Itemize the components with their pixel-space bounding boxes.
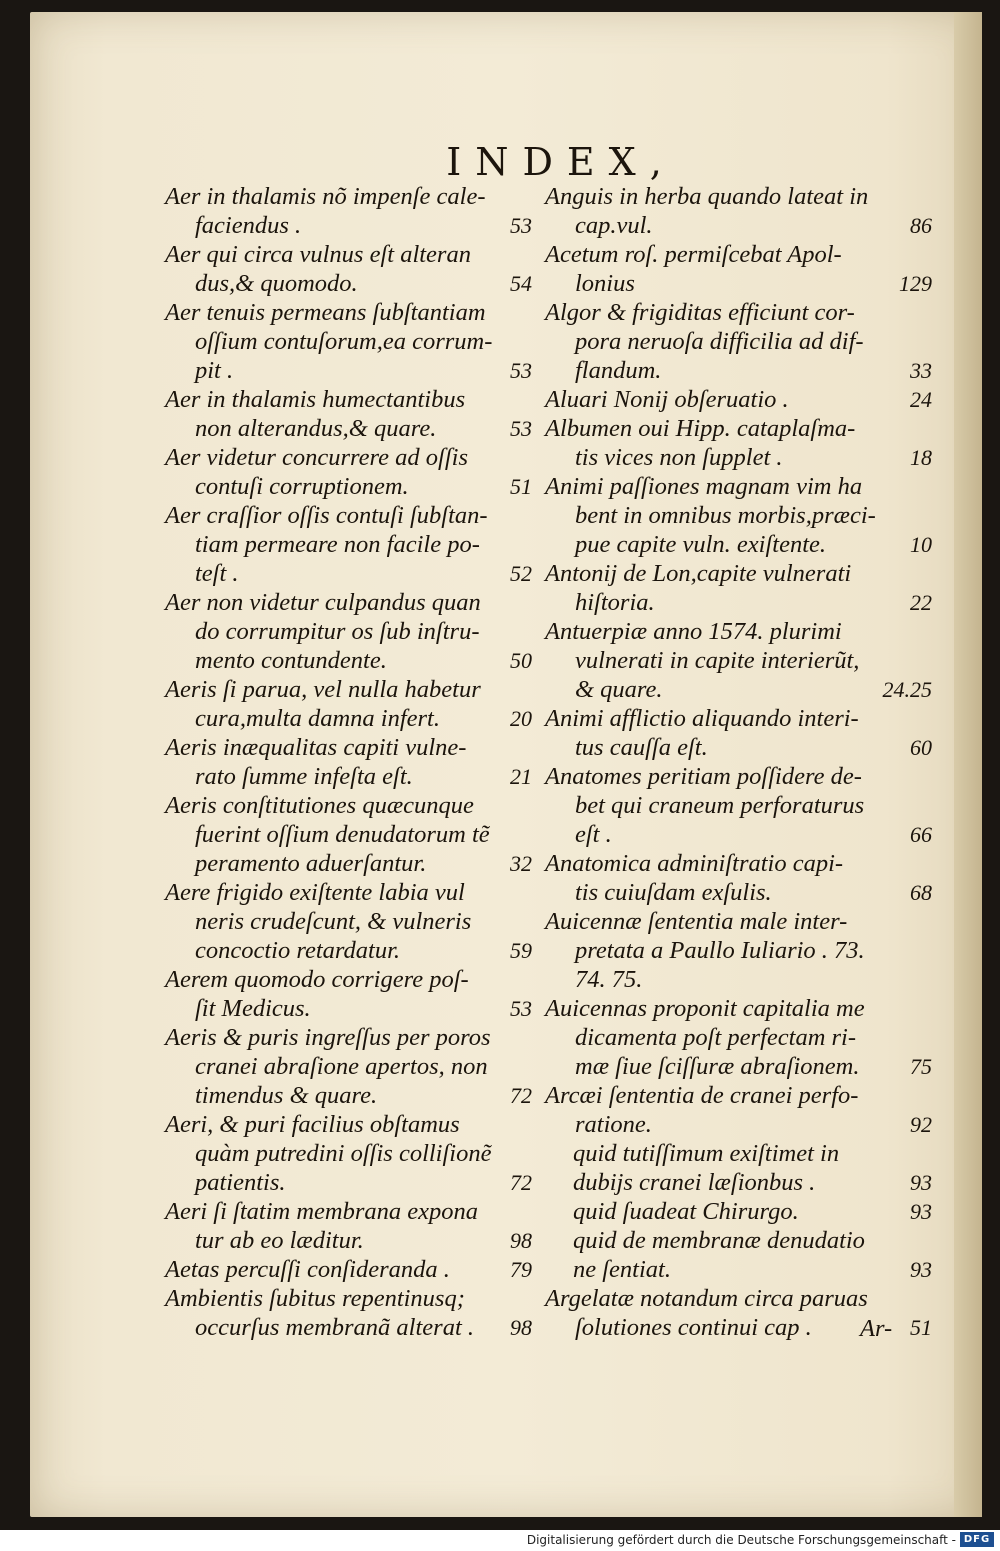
index-entry-text: & quare. [575, 676, 663, 703]
index-entry-line [165, 1226, 540, 1255]
index-entry-line [545, 762, 940, 791]
index-page-number: 54 [510, 271, 532, 296]
index-entry-line [165, 240, 540, 269]
index-entry [165, 675, 540, 733]
index-page-number: 50 [510, 648, 532, 673]
index-entry-line [545, 240, 940, 269]
index-page-number: 24 [910, 387, 932, 412]
index-entry-line [545, 878, 940, 907]
index-entry-line [545, 994, 940, 1023]
index-entry-text: neris crudeſcunt, & vulneris [195, 908, 472, 935]
index-entry-line [545, 414, 940, 443]
index-entry-line [165, 443, 540, 472]
index-entry-text: Aer tenuis permeans ſubſtantiam [165, 299, 486, 326]
index-entry-text: Aeris inæqualitas capiti vulne- [165, 734, 467, 761]
index-entry [545, 617, 940, 704]
index-page-number: 53 [510, 416, 532, 441]
index-entry-line [165, 1081, 540, 1110]
index-entry-line [165, 994, 540, 1023]
index-entry [165, 965, 540, 1023]
page-heading: INDEX, [446, 140, 676, 184]
index-page-number: 86 [910, 213, 932, 238]
index-entry-text: Auicennas proponit capitalia me [545, 995, 865, 1022]
index-entry-line [165, 1313, 540, 1342]
index-entry [545, 1139, 940, 1197]
index-entry-line [165, 733, 540, 762]
index-entry-text: quid ſuadeat Chirurgo. [573, 1198, 799, 1225]
index-entry-text: oſſium contuſorum,ea corrum- [195, 328, 493, 355]
index-entry-line [165, 269, 540, 298]
index-entry-line [165, 298, 540, 327]
index-entry-line [545, 791, 940, 820]
index-entry-line [165, 1110, 540, 1139]
index-entry-line [165, 617, 540, 646]
index-entry-line [165, 385, 540, 414]
index-entry-text: Aer craſſior oſſis contuſi ſubſtan- [165, 502, 488, 529]
index-entry-text: dubijs cranei læſionbus . [573, 1169, 816, 1196]
index-entry-line [165, 588, 540, 617]
index-entry [545, 240, 940, 298]
index-entry-line [545, 269, 940, 298]
index-entry-text: contuſi corruptionem. [195, 473, 409, 500]
index-entry-line [165, 762, 540, 791]
index-entry-text: Aetas percuſſi conſideranda . [165, 1256, 450, 1283]
index-entry-line [165, 530, 540, 559]
digitization-footer [0, 1530, 1000, 1551]
index-entry-text: Aeris ſi parua, vel nulla habetur [165, 676, 481, 703]
index-entry-line [545, 733, 940, 762]
index-entry-text: 74. 75. [575, 966, 643, 993]
index-entry [545, 472, 940, 559]
index-entry-line [545, 1052, 940, 1081]
page-edge [954, 12, 982, 1517]
index-entry-line [545, 356, 940, 385]
index-entry-text: Antuerpiæ anno 1574. plurimi [545, 618, 842, 645]
index-entry-line [545, 675, 940, 704]
index-entry-text: Aluari Nonij obſeruatio . [545, 386, 789, 413]
index-entry-text: Aer in thalamis nõ impenſe cale- [165, 183, 486, 210]
index-entry-line [545, 704, 940, 733]
index-entry-text: mento contundente. [195, 647, 387, 674]
index-entry-text: tus cauſſa eſt. [575, 734, 708, 761]
index-entry-line [545, 965, 940, 994]
index-entry-text: flandum. [575, 357, 662, 384]
index-entry-line [545, 936, 940, 965]
index-entry-line [165, 1255, 540, 1284]
index-page-number: 52 [510, 561, 532, 586]
index-entry-text: dus,& quomodo. [195, 270, 358, 297]
index-entry-line [165, 1023, 540, 1052]
index-entry-line [165, 849, 540, 878]
index-entry-text: Ambientis ſubitus repentinusq; [165, 1285, 465, 1312]
index-column-left [165, 182, 540, 1342]
index-entry-line [165, 704, 540, 733]
index-page-number: 92 [910, 1112, 932, 1137]
index-page-number: 68 [910, 880, 932, 905]
index-entry-text: Aer videtur concurrere ad oſſis [165, 444, 469, 471]
index-entry-text: quid de membranæ denudatio [573, 1227, 865, 1254]
index-entry-line [545, 530, 940, 559]
index-page-number: 33 [910, 358, 932, 383]
index-page-number: 53 [510, 213, 532, 238]
index-entry-text: occurſus membranã alterat . [195, 1314, 474, 1341]
index-entry-line [545, 1110, 940, 1139]
index-entry-text: Aer qui circa vulnus eſt alteran [165, 241, 471, 268]
index-entry-text: hiſtoria. [575, 589, 655, 616]
index-entry-text: pue capite vuln. exiſtente. [575, 531, 827, 558]
index-entry-line [165, 1168, 540, 1197]
index-entry-text: cranei abraſione apertos, non [195, 1053, 488, 1080]
index-entry [545, 907, 940, 994]
index-page-number: 72 [510, 1083, 532, 1108]
index-entry [165, 1284, 540, 1342]
index-entry-text: ratione. [575, 1111, 652, 1138]
index-page-number: 53 [510, 358, 532, 383]
index-entry-line [165, 501, 540, 530]
index-entry-line [545, 559, 940, 588]
index-entry-text: faciendus . [195, 212, 302, 239]
index-entry [165, 240, 540, 298]
index-entry [545, 385, 940, 414]
index-entry-text: timendus & quare. [195, 1082, 378, 1109]
index-entry-line [165, 356, 540, 385]
index-entry-text: patientis. [195, 1169, 286, 1196]
index-entry-line [545, 472, 940, 501]
index-entry-text: quàm putredini oſſis colliſionẽ [195, 1140, 492, 1167]
index-entry-text: peramento aduerſantur. [195, 850, 427, 877]
index-entry [545, 1226, 940, 1284]
index-entry [165, 443, 540, 501]
index-page-number: 53 [510, 996, 532, 1021]
index-entry-text: bent in omnibus morbis,præci- [575, 502, 876, 529]
index-entry [165, 182, 540, 240]
index-entry-text: pit . [195, 357, 234, 384]
index-entry [165, 1255, 540, 1284]
index-entry-line [165, 675, 540, 704]
index-page-number: 98 [510, 1315, 532, 1340]
index-entry [545, 762, 940, 849]
index-entry-text: Auicennæ ſententia male inter- [545, 908, 848, 935]
index-entry [165, 298, 540, 385]
index-entry-line [545, 907, 940, 936]
index-entry-text: Animi paſſiones magnam vim ha [545, 473, 863, 500]
index-entry-line [545, 443, 940, 472]
index-entry-text: ſit Medicus. [195, 995, 311, 1022]
index-page-number: 72 [510, 1170, 532, 1195]
index-entry-line [165, 1197, 540, 1226]
index-entry-line [545, 327, 940, 356]
index-entry-line [545, 646, 940, 675]
index-entry [165, 1110, 540, 1197]
index-entry [165, 1023, 540, 1110]
index-entry-text: rato ſumme infeſta eſt. [195, 763, 413, 790]
index-entry-line [165, 1052, 540, 1081]
index-entry-line [545, 1226, 940, 1255]
index-entry-text: concoctio retardatur. [195, 937, 401, 964]
index-entry-text: Algor & frigiditas efficiunt cor- [545, 299, 855, 326]
index-page-number: 20 [510, 706, 532, 731]
index-entry-line [165, 646, 540, 675]
index-page-number: 22 [910, 590, 932, 615]
index-page-number: 10 [910, 532, 932, 557]
index-column-right [545, 182, 940, 1342]
index-entry-text: vulnerati in capite interierũt, [575, 647, 860, 674]
index-entry [545, 994, 940, 1081]
index-page-number: 98 [510, 1228, 532, 1253]
index-page-number: 75 [910, 1054, 932, 1079]
index-entry-text: tiam permeare non facile po- [195, 531, 480, 558]
index-entry-line [545, 1284, 940, 1313]
index-entry-line [165, 965, 540, 994]
index-entry-line [545, 1168, 940, 1197]
index-entry-line [165, 820, 540, 849]
index-entry [165, 791, 540, 878]
index-page-number: 21 [510, 764, 532, 789]
index-entry-text: lonius [575, 270, 635, 297]
index-entry-text: Acetum roſ. permiſcebat Apol- [545, 241, 842, 268]
index-entry-text: ne ſentiat. [573, 1256, 671, 1283]
index-entry-text: tur ab eo læditur. [195, 1227, 364, 1254]
index-entry-text: pora neruoſa difficilia ad dif- [575, 328, 864, 355]
index-entry-text: Aeris conſtitutiones quæcunque [165, 792, 474, 819]
index-entry-text: non alterandus,& quare. [195, 415, 437, 442]
index-entry [165, 1197, 540, 1255]
index-entry [545, 414, 940, 472]
index-entry-text: Argelatæ notandum circa paruas [545, 1285, 868, 1312]
index-page-number: 51 [910, 1315, 932, 1340]
footer-credit: Digitalisierung gefördert durch die Deutsche Forschungsgemeinschaft - [526, 1533, 956, 1547]
index-entry-text: Aer non videtur culpandus quan [165, 589, 481, 616]
index-entry-line [545, 849, 940, 878]
index-entry-text: do corrumpitur os ſub inſtru- [195, 618, 480, 645]
index-entry-text: cura,multa damna infert. [195, 705, 440, 732]
index-entry-text: Aerem quomodo corrigere poſ- [165, 966, 469, 993]
index-entry-text: dicamenta poſt perfectam ri- [575, 1024, 857, 1051]
index-entry-text: bet qui craneum perforaturus [575, 792, 865, 819]
index-page-number: 60 [910, 735, 932, 760]
index-entry-text: pretata a Paullo Iuliario . 73. [575, 937, 865, 964]
index-page-number: 24.25 [882, 677, 932, 702]
index-page-number: 93 [910, 1257, 932, 1282]
index-entry [545, 1081, 940, 1139]
index-entry-line [165, 936, 540, 965]
index-entry-line [545, 298, 940, 327]
index-page-number: 51 [510, 474, 532, 499]
catchword: Ar- [860, 1315, 893, 1342]
index-entry-text: Aer in thalamis humectantibus [165, 386, 466, 413]
index-entry-text: Anguis in herba quando lateat in [545, 183, 869, 210]
index-entry-text: Anatomica adminiſtratio capi- [545, 850, 844, 877]
index-entry-text: quid tutiſſimum exiſtimet in [573, 1140, 840, 1167]
index-entry-line [165, 211, 540, 240]
index-entry-text: Anatomes peritiam poſſidere de- [545, 763, 862, 790]
index-entry-text: Albumen oui Hipp. cataplaſma- [545, 415, 856, 442]
dfg-logo: DFG [960, 1532, 994, 1547]
index-entry-line [165, 182, 540, 211]
index-entry [165, 501, 540, 588]
index-entry-line [165, 472, 540, 501]
index-entry-line [165, 327, 540, 356]
index-entry-line [545, 1023, 940, 1052]
index-entry-text: Aeri, & puri facilius obſtamus [165, 1111, 460, 1138]
index-entry-line [545, 820, 940, 849]
index-entry-text: Aere frigido exiſtente labia vul [165, 879, 465, 906]
index-entry-line [165, 1284, 540, 1313]
index-entry [545, 298, 940, 385]
index-entry-text: ſolutiones continui cap . [575, 1314, 812, 1341]
index-entry-line [545, 501, 940, 530]
index-entry-text: Aeris & puris ingreſſus per poros [165, 1024, 491, 1051]
index-entry-text: tis vices non ſupplet . [575, 444, 783, 471]
index-entry-line [165, 1139, 540, 1168]
index-entry [545, 182, 940, 240]
index-page-number: 59 [510, 938, 532, 963]
index-entry-line [545, 385, 940, 414]
index-entry [545, 559, 940, 617]
index-entry-text: Aeri ſi ſtatim membrana expona [165, 1198, 479, 1225]
index-entry [545, 704, 940, 762]
index-entry-line [165, 791, 540, 820]
index-page-number: 66 [910, 822, 932, 847]
index-entry [165, 588, 540, 675]
index-entry-line [545, 1081, 940, 1110]
index-entry-line [545, 1255, 940, 1284]
index-entry-text: cap.vul. [575, 212, 653, 239]
index-page-number: 79 [510, 1257, 532, 1282]
index-entry-line [165, 878, 540, 907]
index-page-number: 18 [910, 445, 932, 470]
index-entry [165, 733, 540, 791]
index-entry-line [165, 907, 540, 936]
index-entry [165, 385, 540, 443]
index-page-number: 32 [510, 851, 532, 876]
index-entry-line [545, 588, 940, 617]
index-entry [165, 878, 540, 965]
index-entry-text: Arcæi ſententia de cranei perfo- [545, 1082, 859, 1109]
index-entry [545, 849, 940, 907]
index-page-number: 93 [910, 1199, 932, 1224]
index-entry-line [545, 617, 940, 646]
index-entry-text: mæ ſiue ſciſſuræ abraſionem. [575, 1053, 860, 1080]
index-entry-line [545, 1197, 940, 1226]
index-entry-text: tis cuiuſdam exſulis. [575, 879, 772, 906]
index-entry-text: teſt . [195, 560, 239, 587]
index-entry-line [545, 211, 940, 240]
index-entry-line [165, 559, 540, 588]
index-entry-line [545, 182, 940, 211]
index-entry-text: Antonij de Lon,capite vulnerati [545, 560, 852, 587]
index-entry-text: Animi afflictio aliquando interi- [545, 705, 859, 732]
index-page-number: 129 [899, 271, 932, 296]
index-entry-text: eſt . [575, 821, 612, 848]
index-entry-line [545, 1139, 940, 1168]
index-page-number: 93 [910, 1170, 932, 1195]
index-entry-text: fuerint oſſium denudatorum tẽ [195, 821, 490, 848]
index-entry-line [165, 414, 540, 443]
index-entry [545, 1197, 940, 1226]
